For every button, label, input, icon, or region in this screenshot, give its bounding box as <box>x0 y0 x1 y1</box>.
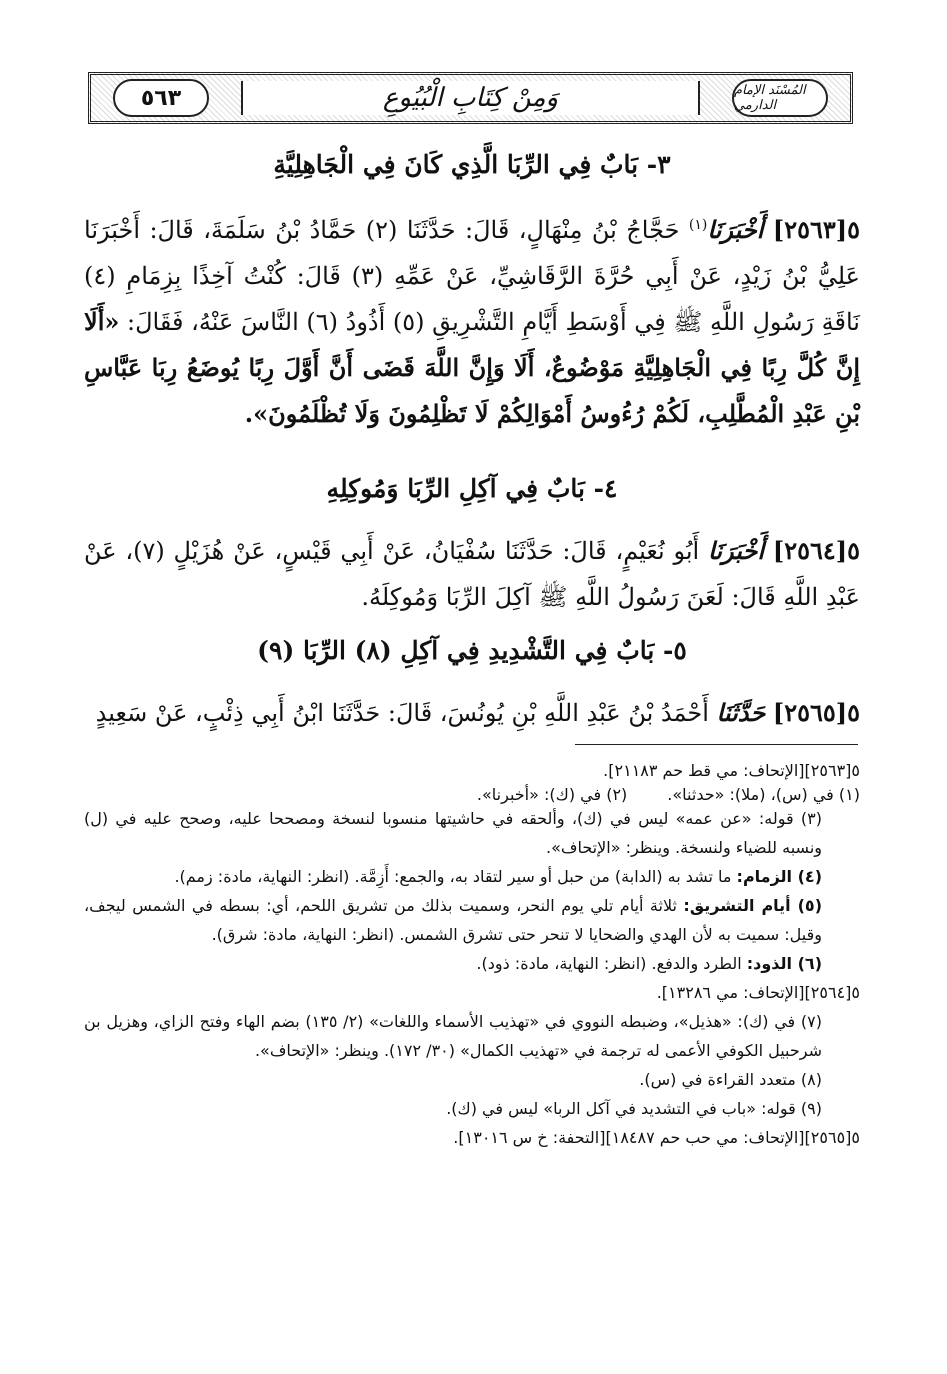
lead-note-ref: (١) <box>688 217 708 233</box>
hadith-number: ٥[٢٥٦٥] <box>772 698 860 727</box>
header-title-box <box>241 81 700 115</box>
footnote-6-label: (٦) الذود: <box>746 954 822 973</box>
hadith-quote: «أَلَا إِنَّ كُلَّ رِبًا فِي الْجَاهِلِيَّةِ مَوْضُوعٌ، أَلَا وَإِنَّ اللَّهَ قَضَى أَنَّ أَوَّلَ رِبًا يُوضَعُ رِبَا عَبَّاسِ بْنِ عَبْدِ الْمُطَّلِبِ، لَكُمْ رُءُوسُ أَمْوَالِكُمْ لَا تَظْلِمُونَ وَلَا تُظْلَمُونَ». <box>84 307 860 428</box>
footnote-6-text: الطرد والدفع. (انظر: النهاية، مادة: ذود). <box>476 954 742 973</box>
page-number: ٥٦٣ <box>140 85 182 111</box>
footnote-7: (٧) في (ك): «هذيل»، وضبطه النووي في «تهذيب الأسماء واللغات» (٢/ ١٣٥) بضم الهاء وفتح الزاي، وهزيل بن شرحبيل الكوفي الأعمى له ترجمة في «تهذيب الكمال» (٣٠/ ١٧٢). وينظر: «الإتحاف». <box>84 1012 823 1060</box>
hadith-2563 <box>84 202 860 437</box>
footnote-5-text: ثلاثة أيام تلي يوم النحر، وسميت بذلك من تشريق اللحم، أي: بسطه في الشمس ليجف، وقيل: سميت به لأن الهدي والضحايا لا تنحر حتى تشرق الشمس. (انظر: النهاية، مادة: شرق). <box>84 896 822 944</box>
footnote-divider <box>575 744 858 745</box>
footnote-2: (٢) في (ك): «أخبرنا». <box>476 785 628 804</box>
emblem-badge <box>732 79 828 117</box>
footnote-ref-2563: ٥[٢٥٦٣][الإتحاف: مي قط حم ٢١١٨٣]. <box>603 761 860 780</box>
footnote-1: (١) في (س)، (ملا): «حدثنا». <box>667 785 860 804</box>
footnotes <box>84 756 860 1152</box>
page-number-badge <box>113 79 209 117</box>
book-title: وَمِنْ كِتَابِ الْبُيُوعِ <box>382 83 559 113</box>
chapter-heading-4: ٤- بَابٌ فِي آكِلِ الرِّبَا وَمُوكِلِهِ <box>326 474 618 503</box>
hadith-2565 <box>84 690 860 736</box>
hadith-lead: أَخْبَرَنَا <box>707 215 764 244</box>
chapter-heading-5: ٥- بَابٌ فِي التَّشْدِيدِ فِي آكِلِ (٨) الرِّبَا (٩) <box>257 636 687 665</box>
footnote-4-label: (٤) الزمام: <box>736 867 822 886</box>
hadith-number: ٥[٢٥٦٣] <box>772 215 860 244</box>
hadith-number: ٥[٢٥٦٤] <box>772 536 860 565</box>
hadith-text: أَبُو نُعَيْمٍ، قَالَ: حَدَّثَنَا سُفْيَانُ، عَنْ أَبِي قَيْسٍ، عَنْ هُزَيْلٍ (٧)، عَنْ عَبْدِ اللَّهِ قَالَ: لَعَنَ رَسُولُ اللَّهِ ﷺ آكِلَ الرِّبَا وَمُوكِلَهُ. <box>84 537 860 611</box>
footnote-row-1-2 <box>84 785 860 804</box>
hadith-text: حَجَّاجُ بْنُ مِنْهَالٍ، قَالَ: حَدَّثَنَا (٢) حَمَّادُ بْنُ سَلَمَةَ، قَالَ: أَخْبَرَنَا عَلِيُّ بْنُ زَيْدٍ، عَنْ أَبِي حُرَّةَ الرَّقَاشِيِّ، عَنْ عَمِّهِ (٣) قَالَ: كُنْتُ آخِذًا بِزِمَامِ (٤) نَاقَةِ رَسُولِ اللَّهِ ﷺ فِي أَوْسَطِ أَيَّامِ التَّشْرِيقِ (٥) أَذُودُ (٦) النَّاسَ عَنْهُ، فَقَالَ: <box>84 216 861 336</box>
page-header <box>88 72 853 124</box>
footnote-4 <box>84 862 860 891</box>
footnote-ref-2565: ٥[٢٥٦٥][الإتحاف: مي حب حم ١٨٤٨٧][التحفة: خ س ١٣٠١٦]. <box>453 1128 860 1147</box>
footnote-8: (٨) متعدد القراءة في (س). <box>639 1070 822 1089</box>
footnote-9: (٩) قوله: «باب في التشديد في آكل الربا» ليس في (ك). <box>446 1099 822 1118</box>
hadith-text: أَحْمَدُ بْنُ عَبْدِ اللَّهِ بْنِ يُونُسَ، قَالَ: حَدَّثَنَا ابْنُ أَبِي ذِئْبٍ، عَنْ سَعِيدٍ <box>95 699 709 727</box>
footnote-4-text: ما تشد به (الدابة) من حبل أو سير لتقاد به، والجمع: أَزِمَّة. (انظر: النهاية، مادة: زمم). <box>174 867 732 886</box>
hadith-2564 <box>84 528 860 620</box>
hadith-lead: حَدَّثَنَا <box>716 698 766 727</box>
footnote-5 <box>84 891 860 949</box>
chapter-heading-3: ٣- بَابٌ فِي الرِّبَا الَّذِي كَانَ فِي الْجَاهِلِيَّةِ <box>273 150 671 179</box>
footnote-ref-2564: ٥[٢٥٦٤][الإتحاف: مي ١٣٢٨٦]. <box>656 983 860 1002</box>
footnote-3: (٣) قوله: «عن عمه» ليس في (ك)، وألحقه في حاشيتها منسوبا لنسخة ومصححا عليه، وصحح عليه في (ل) ونسبه للضياء ولنسخة. وينظر: «الإتحاف». <box>84 809 822 857</box>
footnote-5-label: (٥) أيام التشريق: <box>683 896 822 915</box>
hadith-lead: أَخْبَرَنَا <box>708 536 765 565</box>
emblem-text: المُسْنَد الإمام الدارمي <box>734 83 806 113</box>
footnote-6 <box>84 949 860 978</box>
